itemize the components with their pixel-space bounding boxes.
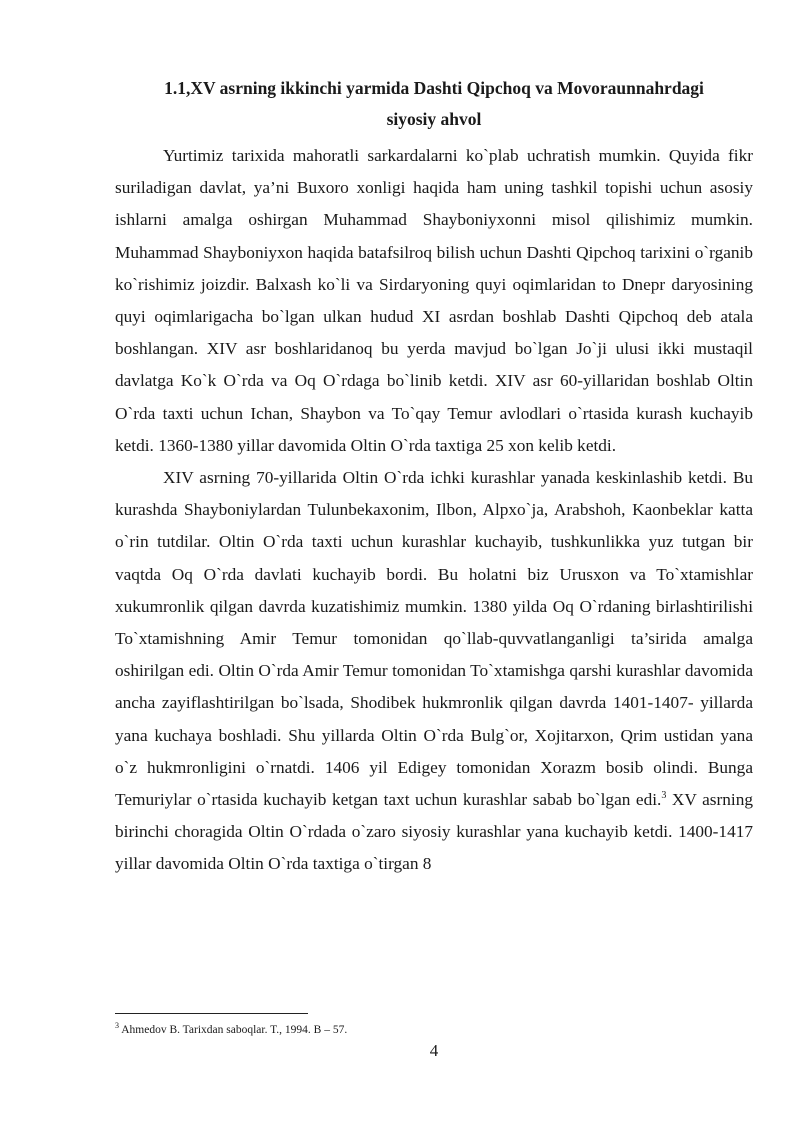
- paragraph-2-continuation: XV asrning birinchi choragida Oltin O`rdada o`zaro siyosiy kurashlar yana kuchayib ketdi. 1400-1417 yillar davomida Oltin O`rda taxtiga o`tirgan 8: [115, 790, 753, 874]
- footnote-number: 3: [115, 1021, 119, 1031]
- footnote: [115, 1022, 753, 1038]
- body-text: [115, 140, 753, 881]
- section-heading: [115, 73, 753, 135]
- page-number: 4: [429, 1041, 439, 1060]
- paragraph-2: [115, 462, 753, 881]
- footnote-text: Ahmedov B. Tarixdan saboqlar. T., 1994. B – 57.: [119, 1024, 348, 1036]
- heading-line-1: 1.1,XV asrning ikkinchi yarmida Dashti Qipchoq va Movoraunnahrdagi: [164, 78, 704, 98]
- footnote-separator: [115, 1013, 308, 1014]
- paragraph-1: Yurtimiz tarixida mahoratli sarkardalarni ko`plab uchratish mumkin. Quyida fikr suriladigan davlat, ya’ni Buxoro xonligi haqida ham uning tashkil topishi uchun asosiy ishlarni amalga oshirgan Muhammad Shayboniyxonni misol qilishimiz mumkin. Muhammad Shayboniyxon haqida batafsilroq bilish uchun Dashti Qipchoq tarixini o`rganib ko`rishimiz joizdir. Balxash ko`li va Sirdaryoning quyi oqimlaridan to Dnepr daryosining quyi oqimlarigacha bo`lgan ulkan hudud XI asrdan boshlab Dashti Qipchoq deb atala boshlangan. XIV asr boshlaridanoq bu yerda mavjud bo`lgan Jo`ji ulusi ikki mustaqil davlatga Ko`k O`rda va Oq O`rdaga bo`linib ketdi. XIV asr 60-yillaridan boshlab Oltin O`rda taxti uchun Ichan, Shaybon va To`qay Temur avlodlari o`rtasida kurash kuchayib ketdi. 1360-1380 yillar davomida Oltin O`rda taxtiga 25 xon kelib ketdi.: [115, 146, 753, 455]
- paragraph-2-text: XIV asrning 70-yillarida Oltin O`rda ichki kurashlar yanada keskinlashib ketdi. Bu kurashda Shayboniylardan Tulunbekaxonim, Ilbon, Alpxo`ja, Arabshoh, Kaonbeklar katta o`rin tutdilar. Oltin O`rda taxti uchun kurashlar kuchayib, tushkunlikka yuz tutgan bir vaqtda Oq O`rda davlati kuchayib bordi. Bu holatni biz Urusxon va To`xtamishlar xukumronlik qilgan davrda kuzatishimiz mumkin. 1380 yilda Oq O`rdaning birlashtirilishi To`xtamishning Amir Temur tomonidan qo`llab-quvvatlanganligi ta’sirida amalga oshirilgan edi. Oltin O`rda Amir Temur tomonidan To`xtamishga qarshi kurashlar davomida ancha zayiflashtirilgan bo`lsada, Shodibek hukmronlik qilgan davrda 1401-1407- yillarda yana kuchaya boshladi. Shu yillarda Oltin O`rda Bulg`or, Xojitarxon, Qrim ustidan yana o`z hukmronligini o`rnatdi. 1406 yil Edigey tomonidan Xorazm bosib olindi. Bunga Temuriylar o`rtasida kuchayib ketgan taxt uchun kurashlar sabab bo`lgan edi.: [115, 468, 753, 810]
- footnote-reference[interactable]: 3: [661, 790, 667, 802]
- heading-line-2: siyosiy ahvol: [386, 109, 482, 129]
